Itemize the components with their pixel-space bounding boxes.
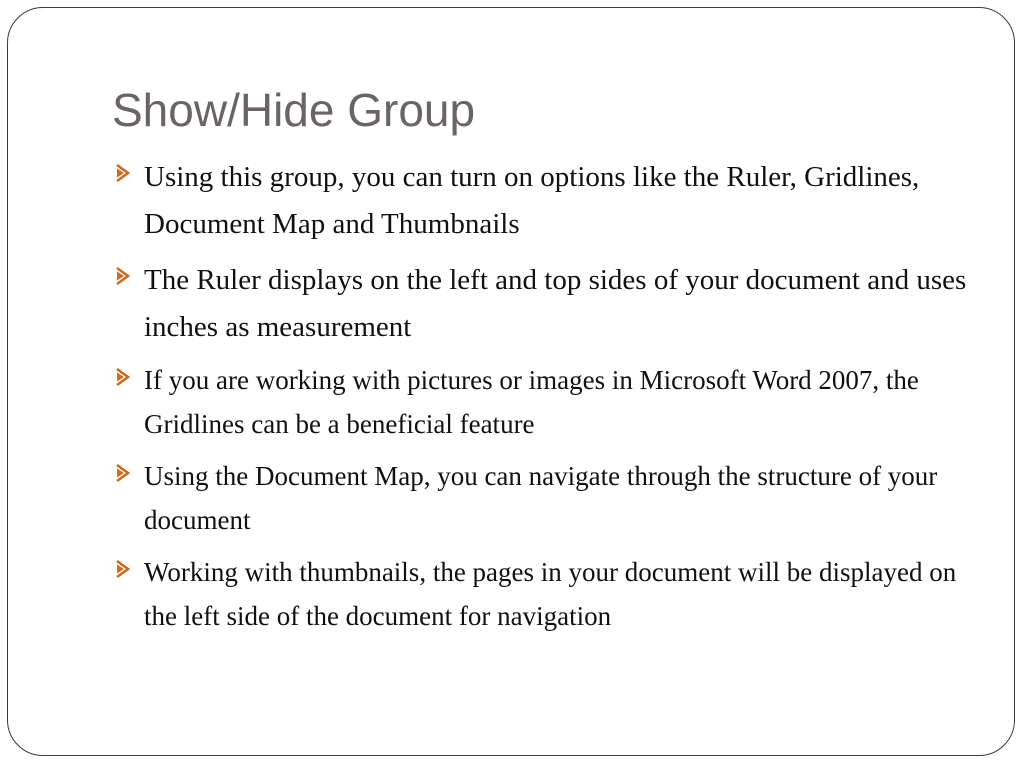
bullet-item [112, 358, 992, 446]
bullet-item [112, 454, 992, 542]
bullet-text: Using the Document Map, you can navigate through the structure of your document [144, 461, 938, 535]
arrow-bullet-icon [112, 265, 134, 287]
bullet-list [112, 154, 992, 638]
bullet-item [112, 154, 992, 248]
bullet-item [112, 550, 992, 638]
arrow-bullet-icon [112, 162, 134, 184]
arrow-bullet-icon [112, 558, 134, 580]
bullet-text: The Ruler displays on the left and top sides of your document and uses inches as measurement [144, 264, 967, 343]
slide-title: Show/Hide Group [112, 84, 476, 136]
bullet-text: Working with thumbnails, the pages in your document will be displayed on the left side of the document for navigation [144, 557, 957, 631]
bullet-text: If you are working with pictures or images in Microsoft Word 2007, the Gridlines can be a beneficial feature [144, 365, 919, 439]
bullet-item [112, 257, 992, 351]
arrow-bullet-icon [112, 366, 134, 388]
arrow-bullet-icon [112, 462, 134, 484]
bullet-text: Using this group, you can turn on options like the Ruler, Gridlines, Document Map and Thumbnails [144, 161, 920, 240]
